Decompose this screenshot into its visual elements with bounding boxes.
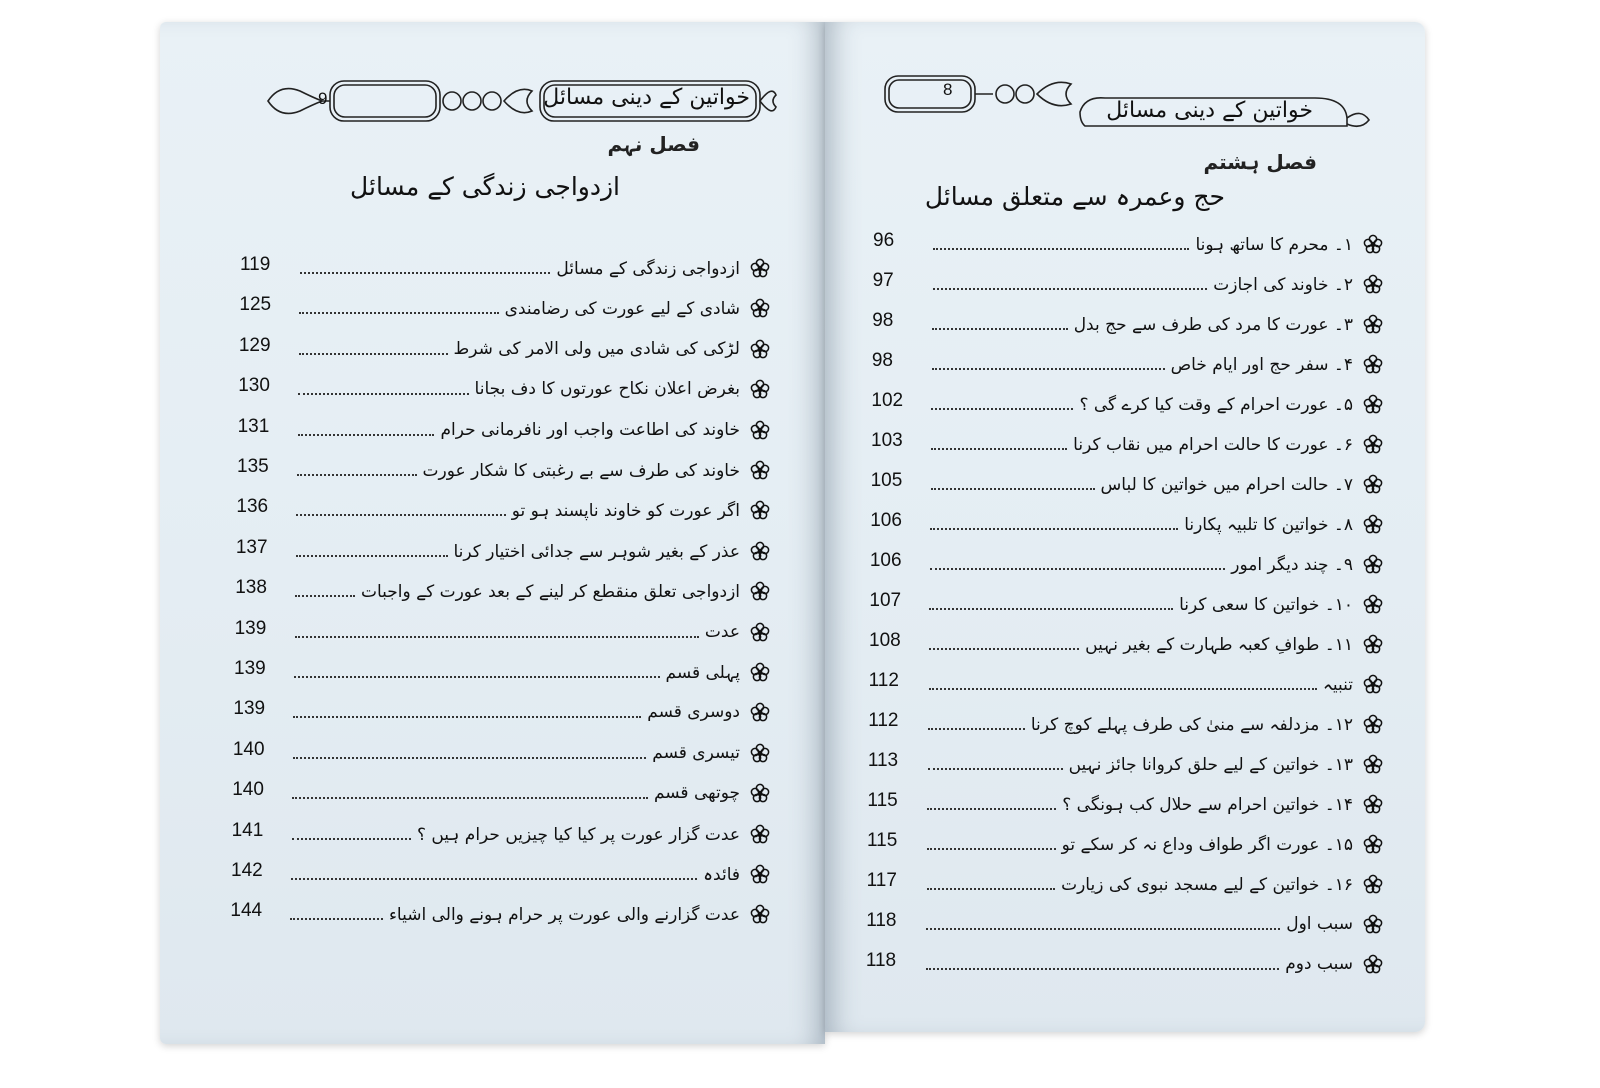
dot-leader [297, 472, 417, 476]
flower-bullet-icon [1363, 274, 1383, 294]
toc-entry-title: لڑکی کی شادی میں ولی الامر کی شرط [453, 338, 740, 359]
toc-page-number: 138 [235, 577, 267, 599]
flower-bullet-icon [1363, 754, 1383, 774]
toc-entry [873, 270, 1383, 310]
toc-entry [871, 470, 1383, 510]
toc-page-number: 98 [871, 350, 893, 371]
dot-leader [927, 806, 1056, 810]
toc-entry-title: دوسری قسم [647, 702, 740, 723]
flower-bullet-icon [1363, 834, 1383, 854]
toc-entry [867, 870, 1383, 910]
toc-entry [239, 294, 770, 334]
toc-page-number: 131 [237, 415, 270, 437]
toc-page-number: 115 [867, 830, 898, 851]
toc-entry [867, 830, 1383, 870]
dot-leader [926, 926, 1280, 930]
toc-page-number: 139 [233, 698, 266, 720]
toc-entry [870, 550, 1383, 590]
toc-entry [238, 416, 770, 456]
toc-entry [236, 537, 770, 577]
toc-page-number: 135 [237, 456, 269, 477]
flower-bullet-icon [1363, 954, 1383, 974]
toc-entry-title: ازدواجی زندگی کے مسائل [556, 259, 740, 279]
flower-bullet-icon [750, 420, 770, 440]
toc-page-number: 96 [873, 230, 895, 251]
dot-leader [927, 886, 1055, 890]
dot-leader [290, 916, 383, 920]
toc-entry [870, 510, 1383, 550]
toc-entry-title: عدت گزارنے والی عورت پر حرام ہونے والی اشیاء [388, 905, 740, 926]
toc-list [230, 254, 770, 954]
toc-entry-title: ازدواجی تعلق منقطع کر لینے کے بعد عورت کے واجبات [360, 582, 740, 603]
flower-bullet-icon [750, 581, 770, 601]
book-title: خواتین کے دینی مسائل [1106, 98, 1313, 123]
toc-entry-title: ۳۔ عورت کا مرد کی طرف سے حج بدل [1073, 315, 1353, 335]
dot-leader [293, 755, 646, 759]
dot-leader [929, 606, 1173, 610]
toc-entry-title: شادی کے لیے عورت کی رضامندی [504, 299, 740, 320]
toc-page-number: 141 [231, 819, 264, 841]
dot-leader [930, 566, 1225, 570]
toc-entry-title: سبب دوم [1285, 954, 1353, 974]
toc-entry-title: ۶۔ عورت کا حالت احرام میں نقاب کرنا [1073, 435, 1353, 455]
toc-page-number: 118 [866, 910, 897, 931]
dot-leader [932, 326, 1068, 330]
toc-page-number: 102 [871, 390, 904, 411]
toc-entry [238, 375, 770, 415]
toc-entry [232, 779, 770, 819]
dot-leader [299, 351, 448, 355]
toc-page-number: 113 [867, 750, 899, 771]
dot-leader [933, 286, 1208, 290]
dot-leader [928, 726, 1025, 730]
page-number: 9 [318, 89, 328, 108]
toc-entry [871, 430, 1383, 470]
toc-entry-title: ۲۔ خاوند کی اجازت [1213, 275, 1353, 295]
toc-entry [236, 496, 770, 536]
toc-entry [235, 577, 770, 617]
toc-entry-title: اگر عورت کو خاوند ناپسند ہو تو [511, 501, 740, 522]
left-page [160, 22, 825, 1044]
toc-entry-title: سبب اول [1286, 914, 1353, 934]
flower-bullet-icon [1363, 914, 1383, 934]
toc-page-number: 119 [240, 254, 271, 275]
toc-page-number: 137 [235, 536, 268, 558]
flower-bullet-icon [750, 904, 770, 924]
toc-page-number: 117 [866, 870, 897, 891]
dot-leader [291, 876, 697, 880]
flower-bullet-icon [1363, 674, 1383, 694]
toc-entry-title: ۱۶۔ خواتین کے لیے مسجد نبوی کی زیارت [1061, 875, 1353, 895]
dot-leader [932, 366, 1165, 370]
toc-page-number: 118 [865, 950, 897, 971]
dot-leader [929, 646, 1079, 650]
toc-page-number: 142 [231, 860, 263, 881]
flower-bullet-icon [1363, 394, 1383, 414]
flower-bullet-icon [750, 864, 770, 884]
toc-entry-title: ۸۔ خواتین کا تلبیہ پکارنا [1184, 515, 1353, 535]
flower-bullet-icon [1363, 514, 1383, 534]
toc-entry-title: پہلی قسم [665, 663, 740, 683]
toc-entry-title: چوتھی قسم [653, 783, 740, 804]
flower-bullet-icon [1363, 354, 1383, 374]
toc-page-number: 112 [868, 710, 899, 731]
chapter-title: ازدواجی زندگی کے مسائل [350, 172, 620, 201]
toc-entry [240, 254, 770, 294]
toc-entry-title: ۱۱۔ طوافِ کعبہ طہارت کے بغیر نہیں [1085, 635, 1353, 655]
page-number: 8 [943, 80, 953, 99]
flower-bullet-icon [750, 258, 770, 278]
flower-bullet-icon [750, 541, 770, 561]
toc-entry-title: بغرض اعلان نکاح عورتوں کا دف بجانا [474, 379, 740, 400]
toc-entry-title: ۱۰۔ خواتین کا سعی کرنا [1179, 595, 1353, 615]
dot-leader [931, 446, 1067, 450]
toc-entry [233, 698, 770, 738]
flower-bullet-icon [750, 702, 770, 722]
flower-bullet-icon [1363, 714, 1383, 734]
toc-page-number: 139 [234, 658, 266, 679]
right-page [825, 22, 1425, 1032]
toc-entry-title: ۱۲۔ مزدلفہ سے منیٰ کی طرف پہلے کوچ کرنا [1030, 715, 1353, 735]
toc-page-number: 108 [869, 630, 901, 651]
toc-entry-title: خاوند کی اطاعت واجب اور نافرمانی حرام [440, 419, 740, 440]
toc-entry [867, 790, 1383, 830]
flower-bullet-icon [1363, 234, 1383, 254]
toc-entry [872, 350, 1383, 390]
toc-entry [869, 590, 1383, 630]
dot-leader [298, 391, 468, 395]
toc-entry-title: ۴۔ سفر حج اور ایام خاص [1170, 355, 1353, 375]
toc-entry [866, 950, 1383, 990]
toc-entry-title: ۱۔ محرم کا ساتھ ہونا [1195, 235, 1353, 255]
flower-bullet-icon [750, 824, 770, 844]
dot-leader [928, 766, 1063, 770]
dot-leader [293, 714, 641, 718]
toc-page-number: 97 [872, 270, 894, 291]
toc-page-number: 105 [870, 470, 903, 491]
flower-bullet-icon [1363, 474, 1383, 494]
page-header [875, 72, 1375, 122]
toc-page-number: 112 [868, 670, 899, 691]
toc-page-number: 144 [230, 900, 263, 922]
dot-leader [931, 406, 1073, 410]
toc-entry [866, 910, 1383, 950]
dot-leader [298, 432, 435, 436]
flower-bullet-icon [1363, 794, 1383, 814]
dot-leader [926, 966, 1279, 970]
dot-leader [296, 553, 448, 557]
toc-entry [231, 860, 770, 900]
book-title: خواتین کے دینی مسائل [543, 85, 750, 110]
flower-bullet-icon [750, 339, 770, 359]
flower-bullet-icon [1363, 434, 1383, 454]
dot-leader [929, 686, 1317, 690]
toc-page-number: 136 [236, 496, 269, 518]
toc-entry-title: تیسری قسم [652, 742, 740, 763]
toc-page-number: 103 [871, 430, 903, 451]
toc-page-number: 140 [232, 738, 265, 760]
page-header [260, 77, 780, 127]
flower-bullet-icon [750, 662, 770, 682]
toc-entry [868, 710, 1383, 750]
dot-leader [927, 846, 1056, 850]
chapter-title: حج وعمرہ سے متعلق مسائل [924, 182, 1225, 211]
dot-leader [933, 246, 1189, 250]
toc-entry [869, 670, 1383, 710]
dot-leader [300, 270, 550, 274]
toc-page-number: 115 [867, 790, 898, 811]
toc-entry-title: خاوند کی طرف سے بے رغبتی کا شکار عورت [422, 461, 740, 481]
toc-page-number: 140 [232, 779, 264, 801]
toc-entry-title: عذر کے بغیر شوہر سے جدائی اختیار کرنا [453, 541, 740, 562]
toc-entry [868, 750, 1383, 790]
toc-entry-title: فائدہ [703, 865, 740, 885]
flower-bullet-icon [1363, 594, 1383, 614]
toc-entry-title: ۵۔ عورت احرام کے وقت کیا کرے گی ؟ [1079, 395, 1353, 415]
toc-entry [232, 820, 770, 860]
dot-leader [299, 310, 498, 314]
dot-leader [292, 795, 648, 799]
toc-entry [234, 658, 770, 698]
flower-bullet-icon [750, 500, 770, 520]
toc-entry [873, 230, 1383, 270]
toc-entry [230, 900, 770, 940]
toc-page-number: 130 [238, 375, 270, 397]
toc-page-number: 139 [234, 617, 267, 639]
toc-entry-title: عدت [704, 621, 740, 642]
toc-entry [233, 739, 770, 779]
dot-leader [296, 512, 505, 516]
dot-leader [930, 526, 1178, 530]
chapter-label: فصل ہشتم [1203, 150, 1317, 174]
toc-entry-title: ۹۔ چند دیگر امور [1231, 555, 1353, 575]
dot-leader [295, 634, 699, 638]
flower-bullet-icon [750, 743, 770, 763]
flower-bullet-icon [750, 460, 770, 480]
toc-entry-title: ۱۵۔ عورت اگر طواف وداع نہ کر سکے تو [1061, 835, 1353, 855]
dot-leader [294, 674, 660, 678]
toc-page-number: 125 [239, 294, 272, 316]
chapter-label: فصل نہم [607, 132, 700, 156]
toc-entry [871, 390, 1383, 430]
toc-entry [237, 456, 770, 496]
toc-entry [872, 310, 1383, 350]
toc-page-number: 129 [238, 334, 271, 356]
toc-entry-title: ۱۳۔ خواتین کے لیے حلق کروانا جائز نہیں [1068, 755, 1353, 775]
toc-page-number: 98 [872, 310, 894, 331]
toc-entry-title: ۷۔ حالت احرام میں خواتین کا لباس [1100, 475, 1353, 495]
toc-list [865, 230, 1383, 1020]
flower-bullet-icon [750, 379, 770, 399]
toc-entry-title: عدت گزار عورت پر کیا کیا چیزیں حرام ہیں ؟ [416, 824, 740, 845]
toc-entry [235, 618, 770, 658]
toc-page-number: 106 [869, 550, 902, 571]
dot-leader [295, 593, 355, 597]
flower-bullet-icon [750, 298, 770, 318]
flower-bullet-icon [1363, 554, 1383, 574]
flower-bullet-icon [750, 783, 770, 803]
toc-entry [869, 630, 1383, 670]
toc-page-number: 106 [870, 510, 902, 531]
flower-bullet-icon [1363, 634, 1383, 654]
flower-bullet-icon [1363, 874, 1383, 894]
flower-bullet-icon [750, 622, 770, 642]
flower-bullet-icon [1363, 314, 1383, 334]
dot-leader [292, 836, 411, 840]
toc-entry [239, 335, 770, 375]
dot-leader [931, 486, 1095, 490]
toc-entry-title: تنبیہ [1322, 675, 1353, 695]
toc-page-number: 107 [869, 590, 902, 611]
toc-entry-title: ۱۴۔ خواتین احرام سے حلال کب ہونگی ؟ [1062, 795, 1353, 815]
